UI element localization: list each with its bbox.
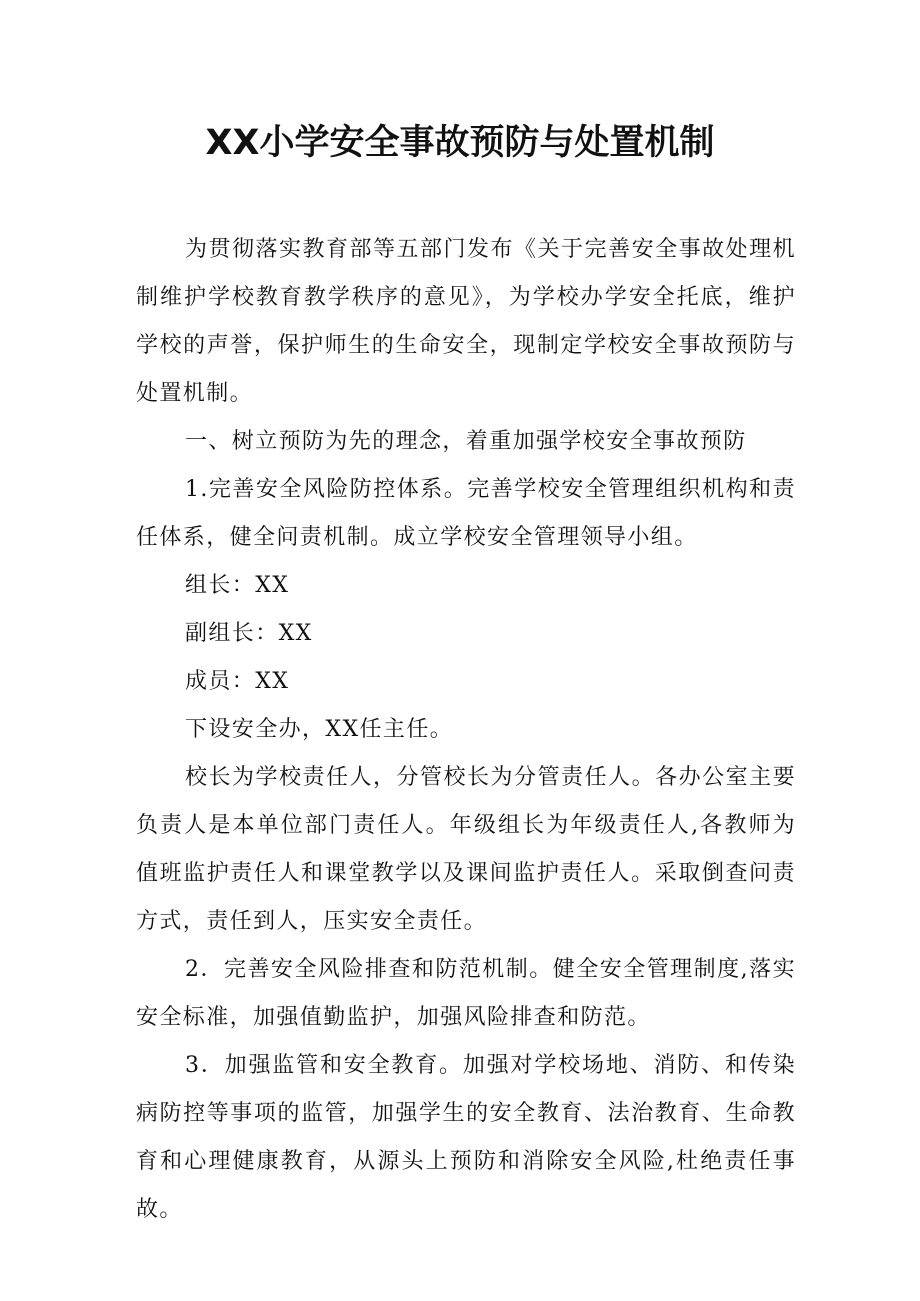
- paragraph-safety-office: 下设安全办，XX任主任。: [185, 717, 454, 742]
- paragraph-intro: 为贯彻落实教育部等五部门发布《关于完善安全事故处理机制维护学校教育教学秩序的意见》，为学校办学安全托底，维护学校的声誉，保护师生的生命安全，现制定学校安全事故预防与处置机制。: [136, 237, 796, 406]
- paragraph-item-3: 3．加强监管和安全教育。加强对学校场地、消防、和传染病防控等事项的监管，加强学生的安全教育、法治教育、生命教育和心理健康教育，从源头上预防和消除安全风险,杜绝责任事故。: [136, 1053, 796, 1222]
- paragraph-members: 成员：XX: [185, 669, 290, 694]
- paragraph-item-2: 2．完善安全风险排查和防范机制。健全安全管理制度,落实安全标准，加强值勤监护，加强风险排查和防范。: [136, 957, 796, 1030]
- paragraph-responsibility: 校长为学校责任人，分管校长为分管责任人。各办公室主要负责人是本单位部门责任人。年级组长为年级责任人,各教师为值班监护责任人和课堂教学以及课间监护责任人。采取倒查问责方式，责任到人，压实安全责任。: [136, 765, 796, 934]
- document-body: [136, 226, 796, 1234]
- paragraph-item-1: 1.完善安全风险防控体系。完善学校安全管理组织机构和责任体系，健全问责机制。成立学校安全管理领导小组。: [136, 477, 796, 550]
- section-heading-1: 一、树立预防为先的理念，着重加强学校安全事故预防: [185, 429, 747, 454]
- paragraph-group-leader: 组长：XX: [185, 573, 290, 598]
- paragraph-deputy-leader: 副组长：XX: [185, 621, 313, 646]
- document-title: XX小学安全事故预防与处置机制: [205, 123, 715, 163]
